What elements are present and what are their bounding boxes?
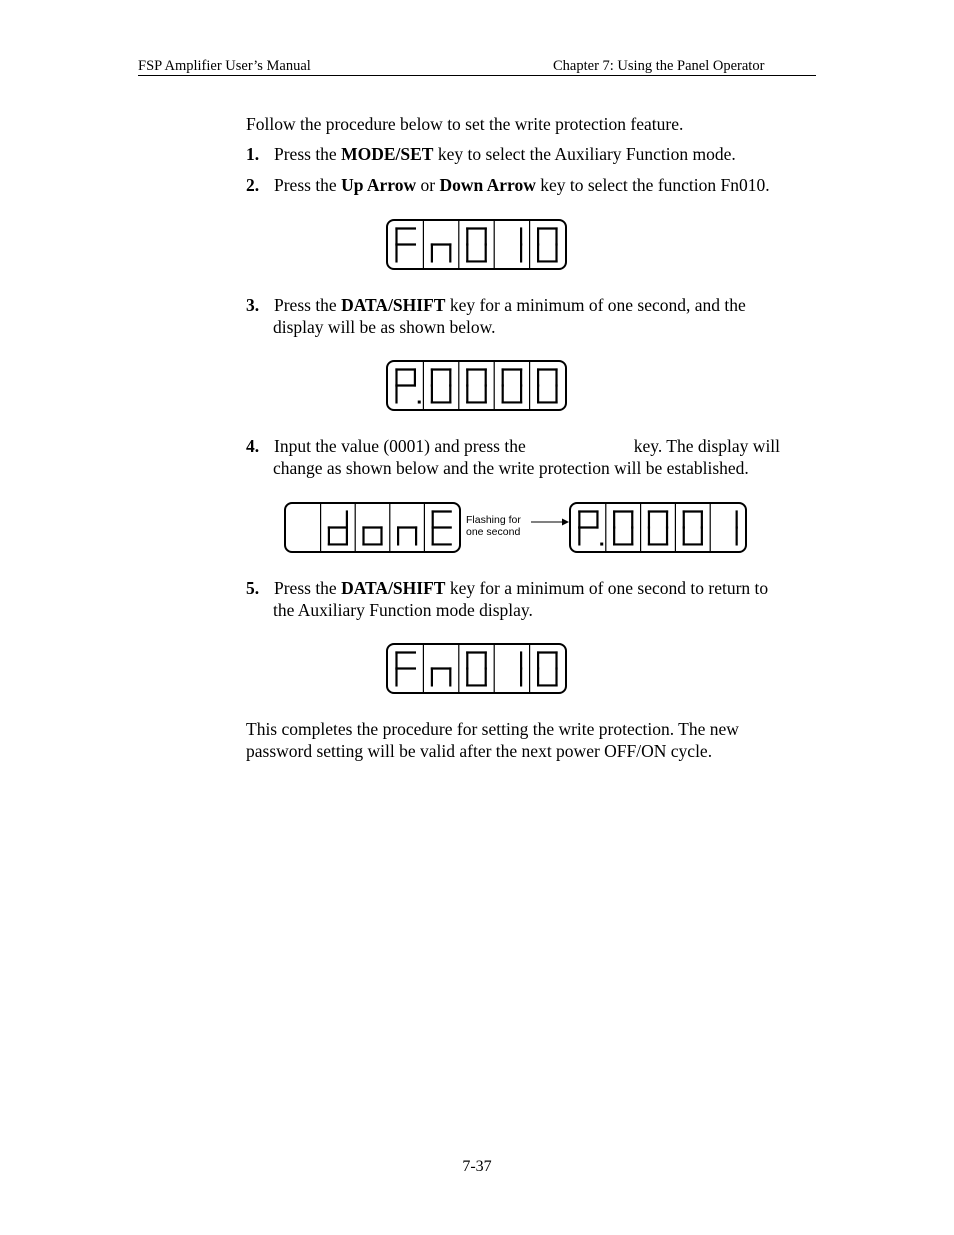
step-5-number: 5. — [246, 578, 260, 598]
step-4: 4. Input the value (0001) and press the key. The display will change as shown below and the write protection will be established. — [246, 436, 781, 478]
segment-digits — [286, 504, 459, 551]
header-rule — [138, 75, 816, 76]
right-arrow-icon — [531, 514, 571, 530]
header-chapter-title: Chapter 7: Using the Panel Operator — [553, 58, 765, 74]
decimal-point — [418, 401, 421, 404]
intro-text: Follow the procedure below to set the write protection feature. — [246, 114, 684, 134]
led-display-p0001 — [569, 502, 747, 553]
closing-line-2: password setting will be valid after the next power OFF/ON cycle. — [246, 741, 713, 761]
data-shift-key: DATA/SHIFT — [341, 295, 446, 315]
closing-line-1: This completes the procedure for setting the write protection. The new — [246, 719, 739, 739]
step-3-number: 3. — [246, 295, 260, 315]
down-arrow-key: Down Arrow — [439, 175, 536, 195]
led-display-fn010 — [386, 219, 567, 270]
led-display-p0000 — [386, 360, 567, 411]
step-1: 1. Press the MODE/SET key to select the Auxiliary Function mode. — [246, 144, 736, 164]
led-display-fn010-final — [386, 643, 567, 694]
segment-digits — [571, 504, 745, 551]
step-2: 2. Press the Up Arrow or Down Arrow key to select the function Fn010. — [246, 175, 770, 195]
step-3: 3. Press the DATA/SHIFT key for a minimum of one second, and the display will be as shown below. — [246, 295, 746, 337]
step-4-number: 4. — [246, 436, 260, 456]
segment-digits — [388, 645, 565, 692]
step-1-number: 1. — [246, 144, 260, 164]
mode-set-key: MODE/SET — [341, 144, 434, 164]
up-arrow-key: Up Arrow — [341, 175, 417, 195]
segment-digits — [388, 221, 565, 268]
page-number: 7-37 — [462, 1158, 492, 1175]
decimal-point — [600, 543, 603, 546]
flashing-note: Flashing for one second — [466, 514, 521, 538]
step-5: 5. Press the DATA/SHIFT key for a minimum of one second to return to the Auxiliary Function mode display. — [246, 578, 769, 620]
led-display-done — [284, 502, 461, 553]
data-shift-key-2: DATA/SHIFT — [341, 578, 446, 598]
segment-digits — [388, 362, 565, 409]
step-2-number: 2. — [246, 175, 260, 195]
header-manual-title: FSP Amplifier User’s Manual — [138, 58, 311, 74]
